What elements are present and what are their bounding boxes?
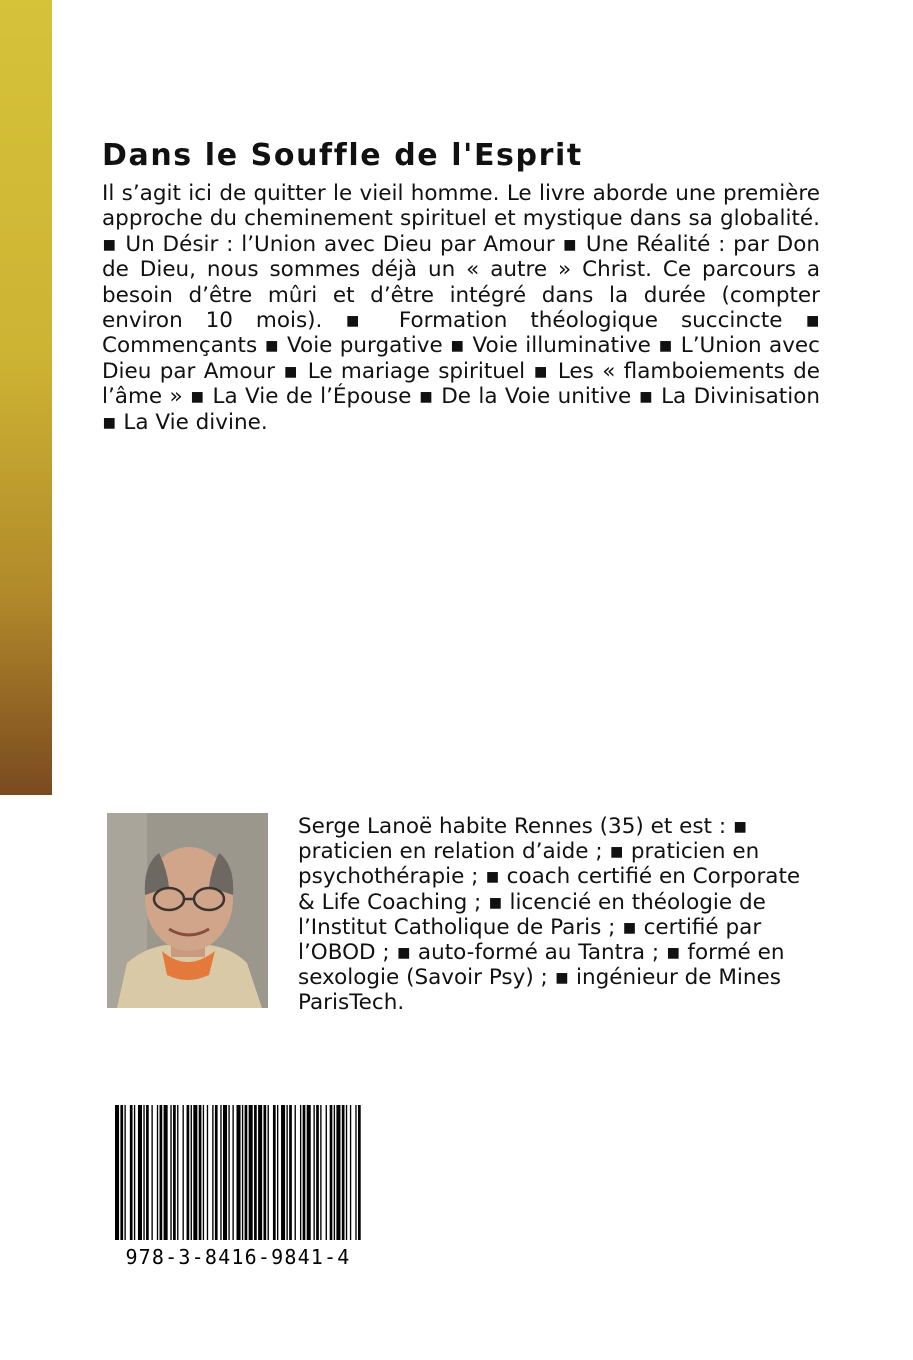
barcode-bar [237,1105,241,1240]
barcode-bar [334,1105,335,1240]
barcode-bar [264,1105,267,1240]
barcode-bar [277,1105,278,1240]
barcode-bar [245,1105,248,1240]
barcode-bar [355,1105,356,1240]
barcode-bar [350,1105,351,1240]
book-title: Dans le Souffle de l'Esprit [102,138,583,173]
barcode-bar [170,1105,171,1240]
barcode-bar [203,1105,204,1240]
barcode-bar [220,1105,221,1240]
barcode-bar [326,1105,327,1240]
barcode-bar [124,1105,125,1240]
barcode-bar [183,1105,184,1240]
isbn-number: 978-3-8416-9841-4 [125,1245,351,1269]
barcode-bar [160,1105,163,1240]
barcode-bar [286,1105,287,1240]
barcode-bar [134,1105,135,1240]
barcode-bar [130,1105,133,1240]
isbn-barcode [113,1105,363,1273]
barcode-bar [273,1105,276,1240]
barcode-bar [212,1105,213,1240]
barcode-bar [173,1105,176,1240]
barcode-bar [254,1105,257,1240]
barcode-bar [346,1105,347,1240]
barcode-bar [177,1105,178,1240]
barcode-bar [268,1105,269,1240]
barcode-bar [320,1105,321,1240]
barcode-bar [242,1105,243,1240]
barcode-bar [336,1105,340,1240]
book-description: Il s’agit ici de quitter le vieil homme. Le livre aborde une première approche du cheminement spirituel et mystique dans sa globalité. ▪ Un Désir : l’Union avec Dieu par Amour ▪ Une Réalité : par Don de Dieu, nous sommes déjà un « autre » Christ. Ce parcours a besoin d’être mûri et d’être intégré dans la durée (compter environ 10 mois). ▪ Formation théologique succincte ▪ Commençants ▪ Voie purgative ▪ Voie illuminative ▪ L’Union avec Dieu par Amour ▪ Le mariage spirituel ▪ Les « flamboiements de l’âme » ▪ La Vie de l’Épouse ▪ De la Voie unitive ▪ La Divinisation ▪ La Vie divine. [102,181,820,435]
decorative-side-stripe [0,0,52,795]
barcode-bar [303,1105,306,1240]
barcode-bar [138,1105,142,1240]
barcode-bars [113,1105,363,1240]
barcode-bar [258,1105,262,1240]
barcode-bar [316,1105,319,1240]
barcode-bar [232,1105,233,1240]
barcode-bar [146,1105,149,1240]
barcode-bar [215,1105,218,1240]
author-portrait-icon [107,813,268,1008]
barcode-bar [199,1105,202,1240]
author-bio: Serge Lanoë habite Rennes (35) et est : ▪ praticien en relation d’aide ; ▪ praticien en psychothérapie ; ▪ coach certifié en Corporate & Life Coaching ; ▪ licencié en théologie de l’Institut Catholique de Paris ; ▪ certifié par l’OBOD ; ▪ auto-formé au Tantra ; ▪ formé en sexologie (Savoir Psy) ; ▪ ingénieur de Mines ParisTech. [298,814,801,1016]
barcode-bar [330,1105,333,1240]
barcode-bar [249,1105,253,1240]
barcode-bar [307,1105,311,1240]
barcode-bar [313,1105,314,1240]
barcode-bar [193,1105,197,1240]
barcode-bar [207,1105,208,1240]
barcode-bar [115,1105,119,1240]
barcode-bar [223,1105,227,1240]
barcode-bar [228,1105,229,1240]
barcode-bar [191,1105,192,1240]
barcode-bar [187,1105,190,1240]
barcode-bar [120,1105,123,1240]
barcode-bar [289,1105,292,1240]
barcode-bar [151,1105,152,1240]
barcode-bar [295,1105,296,1240]
barcode-bar [143,1105,144,1240]
barcode-bar [342,1105,345,1240]
barcode-bar [358,1105,361,1240]
barcode-bar [164,1105,168,1240]
author-photo [107,813,268,1008]
barcode-bar [281,1105,285,1240]
barcode-bar [157,1105,158,1240]
barcode-bar [300,1105,301,1240]
